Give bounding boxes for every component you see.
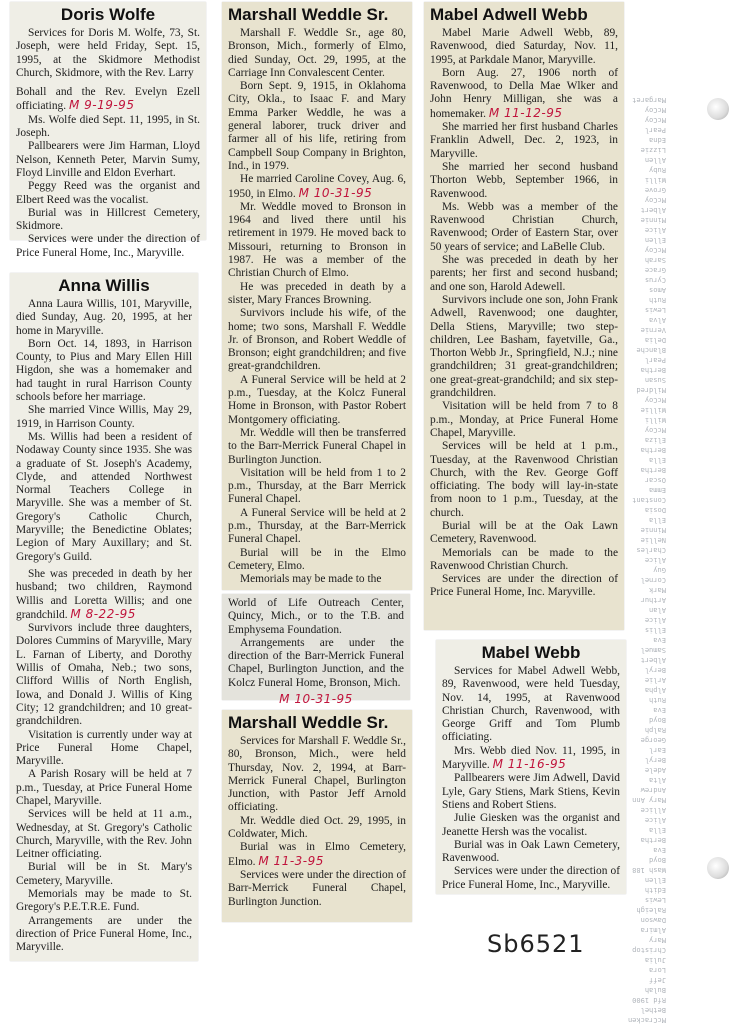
obituary-paragraph: Burial was in Hillcrest Cemetery, Skidmore. bbox=[16, 206, 200, 233]
obituary-title: Anna Willis bbox=[58, 276, 150, 295]
obituary-text: He married Caroline Covey, Aug. 6, 1950, in Elmo. bbox=[228, 173, 406, 200]
obituary-paragraph: Born Sept. 9, 1915, in Oklahoma City, Okla., to Isaac F. and Mary Emma Parker Weddle, he was a general laborer, truck driver and farmer all of his life, retiring from Campbell Soup Company in Brighton, Ind., in 1979. bbox=[228, 80, 406, 172]
obituary-paragraph bbox=[430, 67, 618, 121]
obituary-paragraph: Memorials can be made to the Ravenwood Christian Church. bbox=[430, 546, 618, 572]
handwritten-date: M 11-16-95 bbox=[492, 757, 567, 772]
handwritten-date: M 9-19-95 bbox=[68, 98, 135, 113]
obituary-paragraph: Services were under the direction of Barr-Merrick Funeral Chapel, Burlington Junction. bbox=[228, 868, 406, 908]
obituary-paragraph: Services were under the direction of Price Funeral Home, Inc., Maryville. bbox=[16, 233, 200, 259]
obituary-paragraph: She married her second husband Thorton Webb, September 1966, in Ravenwood. bbox=[430, 160, 618, 200]
handwritten-date: M 8-22-95 bbox=[70, 606, 136, 621]
obituary-paragraph: Services were under the direction of Price Funeral Home, Inc., Maryville. bbox=[442, 865, 620, 891]
obituary-paragraph: Pallbearers were Jim Harman, Lloyd Nelson, Kenneth Peter, Marvin Sumy, Floyd Linville and Eldon Everhart. bbox=[16, 140, 200, 179]
handwritten-date: M 11-12-95 bbox=[488, 105, 563, 120]
obituary-paragraph: World of Life Outreach Center, Quincy, Mich., or to the T.B. and Emphysema Foundation. bbox=[228, 597, 404, 636]
obituary-paragraph: Burial was in Oak Lawn Cemetery, Ravenwood. bbox=[442, 838, 620, 865]
obituary-paragraph: Mr. Weddle died Oct. 29, 1995, in Coldwater, Mich. bbox=[228, 814, 406, 841]
binder-hole bbox=[707, 857, 729, 879]
obituary-paragraph bbox=[16, 86, 200, 114]
obituary-paragraph: Visitation is currently under way at Price Funeral Home Chapel, Maryville. bbox=[16, 728, 192, 768]
obituary-text: Born Aug. 27, 1906 north of Ravenwood, to Della Mae Wlker and John Henry Milligan, she was a homemaker. bbox=[430, 66, 618, 120]
obituary-paragraph bbox=[228, 841, 406, 869]
obituary-paragraph bbox=[228, 173, 406, 201]
obituary-paragraph: Ms. Webb was a member of the Ravenwood Christian Church, Ravenwood; Order of Eastern Star, over 50 years of service; and LaBelle Club. bbox=[430, 200, 618, 253]
obituary-paragraph: Burial will be at the Oak Lawn Cemetery, Ravenwood. bbox=[430, 519, 618, 546]
obituary-paragraph: Anna Laura Willis, 101, Maryville, died Sunday, Aug. 20, 1995, at her home in Maryville. bbox=[16, 298, 192, 337]
obituary-title: Mabel Adwell Webb bbox=[430, 5, 588, 24]
obituary-paragraph: Visitation will be held from 7 to 8 p.m., Monday, at Price Funeral Home Chapel, Maryville. bbox=[430, 400, 618, 439]
obituary-marshall-weddle-1 bbox=[222, 2, 412, 590]
page-number: Sb6521 bbox=[487, 930, 585, 958]
obituary-paragraph: Services will be held at 11 a.m., Wednesday, at St. Gregory's Catholic Church, Maryville, with the Rev. John Leitner officiating. bbox=[16, 808, 192, 861]
obituary-paragraph: A Parish Rosary will be held at 7 p.m., Tuesday, at Price Funeral Home Chapel, Maryville. bbox=[16, 768, 192, 807]
obituary-paragraph: Survivors include his wife, of the home; two sons, Marshall F. Weddle Jr. of Bronson, and Robert Weddle of Bronson; eight grandchildren; and five great-grandchildren. bbox=[228, 307, 406, 373]
obituary-paragraph: Services for Marshall F. Weddle Sr., 80, Bronson, Mich., were held Thursday, Nov. 2, 1994, at Barr-Merrick Funeral Chapel, Burlington Junction, with Pastor Jeff Arnold officiating. bbox=[228, 735, 406, 814]
obituary-paragraph: Arrangements are under the direction of the Barr-Merrick Funeral Chapel, Burlington Junction, and the Kolcz Funeral Home, Bronson, Mich. bbox=[228, 636, 404, 689]
obituary-doris-wolfe bbox=[10, 2, 206, 259]
obituary-paragraph: She married her first husband Charles Franklin Adwell, Dec. 2, 1923, in Maryville. bbox=[430, 121, 618, 160]
obituary-paragraph: Survivors include three daughters, Dolores Cummins of Maryville, Mary L. Farnan of Liberty, and Dorothy Willis of Omaha, Neb.; two sons, Clifford Willis of North English, Iowa, and Donald J. Willis of King City; 12 grandchildren; and 10 great-grandchildren. bbox=[16, 622, 192, 728]
obituary-mabel-adwell-webb bbox=[424, 2, 624, 630]
obituary-paragraph: He was preceded in death by a sister, Mary Frances Browning. bbox=[228, 280, 406, 306]
obituary-text: She was preceded in death by her husband; two children, Raymond Willis and Loretta Willis; and one grandchild. bbox=[16, 567, 192, 621]
obituary-text: Bohall and the Rev. Evelyn Ezell officiating. bbox=[16, 86, 200, 113]
obituary-paragraph: Services are under the direction of Price Funeral Home, Inc. Maryville. bbox=[430, 573, 618, 599]
obituary-paragraph: She married Vince Willis, May 29, 1919, in Harrison County. bbox=[16, 404, 192, 430]
obituary-marshall-weddle-2 bbox=[222, 710, 412, 922]
obituary-paragraph: Visitation will be held from 1 to 2 p.m., Thursday, at the Barr Merrick Funeral Chapel. bbox=[228, 466, 406, 506]
obituary-paragraph: Arrangements are under the direction of Price Funeral Home, Inc., Maryville. bbox=[16, 914, 192, 954]
bleed-through-text: McCracken Bethel Rfd 1900 Bulah Jeff Lora Julia Christop Mary Almira Dawson Raleigh Lewis Edith Ellen Wash 188 Boyd Eva Bertha Ella Alice Allice Mary Ann Andrew Alta Adele Beryl Earl George Ralph Boyd Eva Ruth Alpha Arlie Beryl Albert Samuel Eva Ellis Alice Alan Arthur Mark Cornel Guy Alice Charles Nellie Minnie Ella Dosia Constant Emma Oscar Bertha Ella Bertha Eliza McCoy Willi Willie McCoy Mildred Susan Bertha Pearl Blanche Delia Vernie Alva Lewis Ruth Amos Cyrus Grace Sarah McCoy Ellen Alice Minnie Albert McCoy Grove Willi Ruby Allen Lizzie Edna Pearl McCoy McCoy Margaret bbox=[628, 96, 666, 1024]
obituary-paragraph: Burial will be in St. Mary's Cemetery, Maryville. bbox=[16, 861, 192, 887]
obituary-text: Mrs. Webb died Nov. 11, 1995, in Maryville. bbox=[442, 744, 620, 772]
obituary-paragraph: Services for Mabel Adwell Webb, 89, Ravenwood, were held Tuesday, Nov. 14, 1995, at Ravenwood Christian Church, Ravenwood, with George Griff and Tom Plumb officiating. bbox=[442, 665, 620, 744]
obituary-paragraph: Peggy Reed was the organist and Elbert Reed was the vocalist. bbox=[16, 180, 200, 206]
handwritten-date: M 10-31-95 bbox=[279, 692, 353, 707]
obituary-paragraph: Memorials may be made to St. Gregory's P.E.T.R.E. Fund. bbox=[16, 888, 192, 914]
obituary-marshall-weddle-1-continued bbox=[222, 594, 410, 707]
obituary-anna-willis bbox=[10, 273, 198, 961]
obituary-paragraph: She was preceded in death by her parents; her first and second husband; and one son, Harold Adewell. bbox=[430, 254, 618, 293]
obituary-mabel-webb bbox=[436, 640, 626, 894]
obituary-paragraph: Ms. Willis had been a resident of Nodaway County since 1935. She was a graduate of St. Joseph's Academy, Clyde, and attended Northwest Normal Teachers College in Maryville. She was a member of St. Gregory's Catholic Church, Maryville; the Benedictine Oblates; Legion of Mary Auxillary; and St. Gregory's Guild. bbox=[16, 430, 192, 563]
obituary-paragraph: Mr. Weddle moved to Bronson in 1964 and lived there until his retirement in 1979. He moved back to Missouri, returning to Bronson in 1987. He was a member of the Christian Church of Elmo. bbox=[228, 200, 406, 280]
handwritten-date: M 10-31-95 bbox=[298, 185, 373, 200]
obituary-paragraph: Pallbearers were Jim Adwell, David Lyle, Gary Stiens, Mark Stiens, Kevin Stiens and Robert Stiens. bbox=[442, 772, 620, 811]
obituary-paragraph: A Funeral Service will be held at 2 p.m., Thursday, at the Barr-Merrick Funeral Chapel. bbox=[228, 506, 406, 546]
obituary-title: Marshall Weddle Sr. bbox=[228, 5, 389, 24]
obituary-paragraph: Services will be held at 1 p.m., Tuesday, at the Ravenwood Christian Church, with the Rev. George Goff officiating. The body will lay-in-state from noon to 1 p.m., Tuesday, at the church. bbox=[430, 440, 618, 519]
obituary-text: Burial was in Elmo Cemetery, Elmo. bbox=[228, 841, 406, 868]
obituary-paragraph: Services for Doris M. Wolfe, 73, St. Joseph, were held Friday, Sept. 15, 1995, at the Skidmore Methodist Church, Skidmore, with the Rev. Larry bbox=[16, 27, 200, 79]
binder-hole bbox=[707, 98, 729, 120]
obituary-paragraph bbox=[442, 745, 620, 773]
handwritten-date: M 11-3-95 bbox=[258, 853, 324, 868]
obituary-paragraph: Born Oct. 14, 1893, in Harrison County, to Pius and Mary Ellen Hill Higdon, she was a homemaker and had taught in rural Harrison County schools before her marriage. bbox=[16, 337, 192, 404]
obituary-paragraph: Mr. Weddle will then be transferred to the Barr-Merrick Funeral Chapel in Burlington Junction. bbox=[228, 426, 406, 466]
obituary-paragraph: Julie Giesken was the organist and Jeanette Hersh was the vocalist. bbox=[442, 812, 620, 838]
obituary-paragraph bbox=[16, 568, 192, 622]
obituary-paragraph: Marshall F. Weddle Sr., age 80, Bronson, Mich., formerly of Elmo, died Sunday, Oct. 29, 1995, at the Carriage Inn Convalescent Center. bbox=[228, 27, 406, 79]
obituary-title: Mabel Webb bbox=[481, 643, 581, 662]
obituary-paragraph: Survivors include one son, John Frank Adwell, Ravenwood; one daughter, Della Stiens, Maryville; two step-children, Lee Basham, fayetville, Ga., Thorton Webb Jr., Springfield, N.J.; nine grandchildren; 31 great-grandchildren; one great-great-grandchild; and six step-grandchildren. bbox=[430, 293, 618, 400]
obituary-paragraph: Memorials may be made to the bbox=[240, 573, 382, 586]
obituary-title: Marshall Weddle Sr. bbox=[228, 713, 389, 732]
obituary-paragraph: Mabel Marie Adwell Webb, 89, Ravenwood, died Saturday, Nov. 11, 1995, at Parkdale Manor, Maryville. bbox=[430, 27, 618, 66]
obituary-paragraph: A Funeral Service will be held at 2 p.m., Tuesday, at the Kolcz Funeral Home in Bronson, with Pastor Robert Montgomery officiating. bbox=[228, 373, 406, 426]
obituary-title: Doris Wolfe bbox=[60, 5, 156, 24]
obituary-paragraph: Burial will be in the Elmo Cemetery, Elmo. bbox=[228, 546, 406, 572]
obituary-paragraph: Ms. Wolfe died Sept. 11, 1995, in St. Joseph. bbox=[16, 113, 200, 140]
